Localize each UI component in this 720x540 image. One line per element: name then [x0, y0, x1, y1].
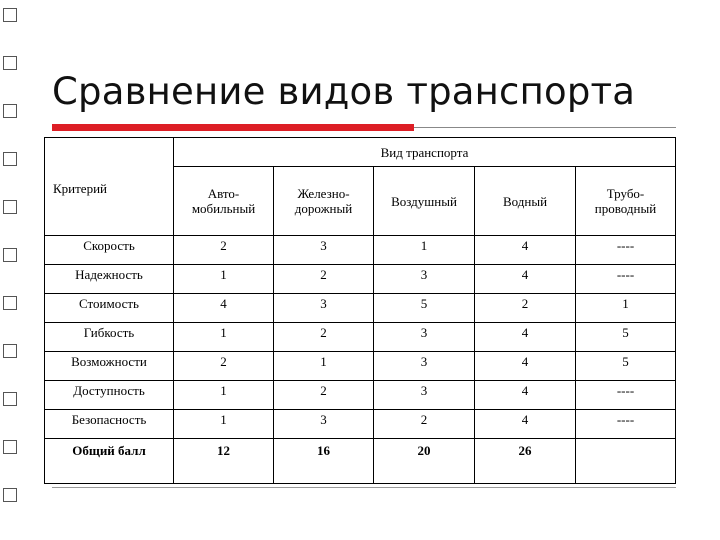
left-frame-decoration: [0, 0, 23, 540]
score-cell: 2: [274, 265, 374, 294]
total-row: [45, 439, 676, 484]
score-cell: 3: [374, 265, 475, 294]
table-row: [45, 323, 676, 352]
score-cell: 16: [274, 439, 374, 484]
score-cell: 12: [174, 439, 274, 484]
score-cell: 3: [274, 236, 374, 265]
score-cell: 2: [174, 352, 274, 381]
criterion-cell: Общий балл: [45, 439, 174, 484]
score-cell: 4: [475, 381, 576, 410]
score-cell: 1: [174, 410, 274, 439]
score-cell: 5: [576, 352, 676, 381]
table-row: [45, 265, 676, 294]
criterion-cell: Доступность: [45, 381, 174, 410]
frame-square: [3, 104, 17, 118]
score-cell: 1: [174, 265, 274, 294]
score-cell: 3: [374, 381, 475, 410]
criterion-header: Критерий: [45, 138, 174, 236]
column-header: Воздушный: [374, 167, 475, 236]
criterion-cell: Надежность: [45, 265, 174, 294]
score-cell: 1: [576, 294, 676, 323]
frame-square: [3, 488, 17, 502]
score-cell: 2: [274, 323, 374, 352]
score-cell: 2: [274, 381, 374, 410]
score-cell: 5: [374, 294, 475, 323]
score-cell: [576, 439, 676, 484]
score-cell: 4: [174, 294, 274, 323]
column-header: Железно- дорожный: [274, 167, 374, 236]
score-cell: 3: [374, 352, 475, 381]
table-row: [45, 236, 676, 265]
score-cell: 2: [475, 294, 576, 323]
frame-square: [3, 440, 17, 454]
frame-square: [3, 296, 17, 310]
score-cell: 4: [475, 352, 576, 381]
score-cell: 1: [174, 381, 274, 410]
column-header: Водный: [475, 167, 576, 236]
score-cell: 5: [576, 323, 676, 352]
table-body: [45, 236, 676, 484]
frame-square: [3, 248, 17, 262]
score-cell: ----: [576, 381, 676, 410]
frame-square: [3, 152, 17, 166]
score-cell: 3: [374, 323, 475, 352]
score-cell: ----: [576, 236, 676, 265]
frame-square: [3, 392, 17, 406]
frame-square: [3, 8, 17, 22]
score-cell: 3: [274, 410, 374, 439]
score-cell: 4: [475, 265, 576, 294]
score-cell: ----: [576, 410, 676, 439]
score-cell: 1: [274, 352, 374, 381]
score-cell: 2: [174, 236, 274, 265]
score-cell: ----: [576, 265, 676, 294]
frame-square: [3, 200, 17, 214]
score-cell: 3: [274, 294, 374, 323]
transport-type-header: Вид транспорта: [174, 138, 676, 167]
criterion-cell: Безопасность: [45, 410, 174, 439]
criterion-cell: Возможности: [45, 352, 174, 381]
title-underline-red: [52, 124, 414, 131]
table-row: [45, 381, 676, 410]
score-cell: 20: [374, 439, 475, 484]
table-row: [45, 352, 676, 381]
score-cell: 1: [174, 323, 274, 352]
slide-title: Сравнение видов транспорта: [52, 70, 636, 113]
bottom-rule: [52, 487, 676, 488]
score-cell: 4: [475, 236, 576, 265]
frame-square: [3, 344, 17, 358]
criterion-cell: Скорость: [45, 236, 174, 265]
frame-square: [3, 56, 17, 70]
column-header: Авто- мобильный: [174, 167, 274, 236]
table-row: [45, 294, 676, 323]
transport-comparison-table: [44, 137, 676, 484]
column-header: Трубо- проводный: [576, 167, 676, 236]
score-cell: 26: [475, 439, 576, 484]
score-cell: 4: [475, 323, 576, 352]
criterion-cell: Гибкость: [45, 323, 174, 352]
score-cell: 4: [475, 410, 576, 439]
table-row: [45, 410, 676, 439]
score-cell: 1: [374, 236, 475, 265]
criterion-cell: Стоимость: [45, 294, 174, 323]
score-cell: 2: [374, 410, 475, 439]
